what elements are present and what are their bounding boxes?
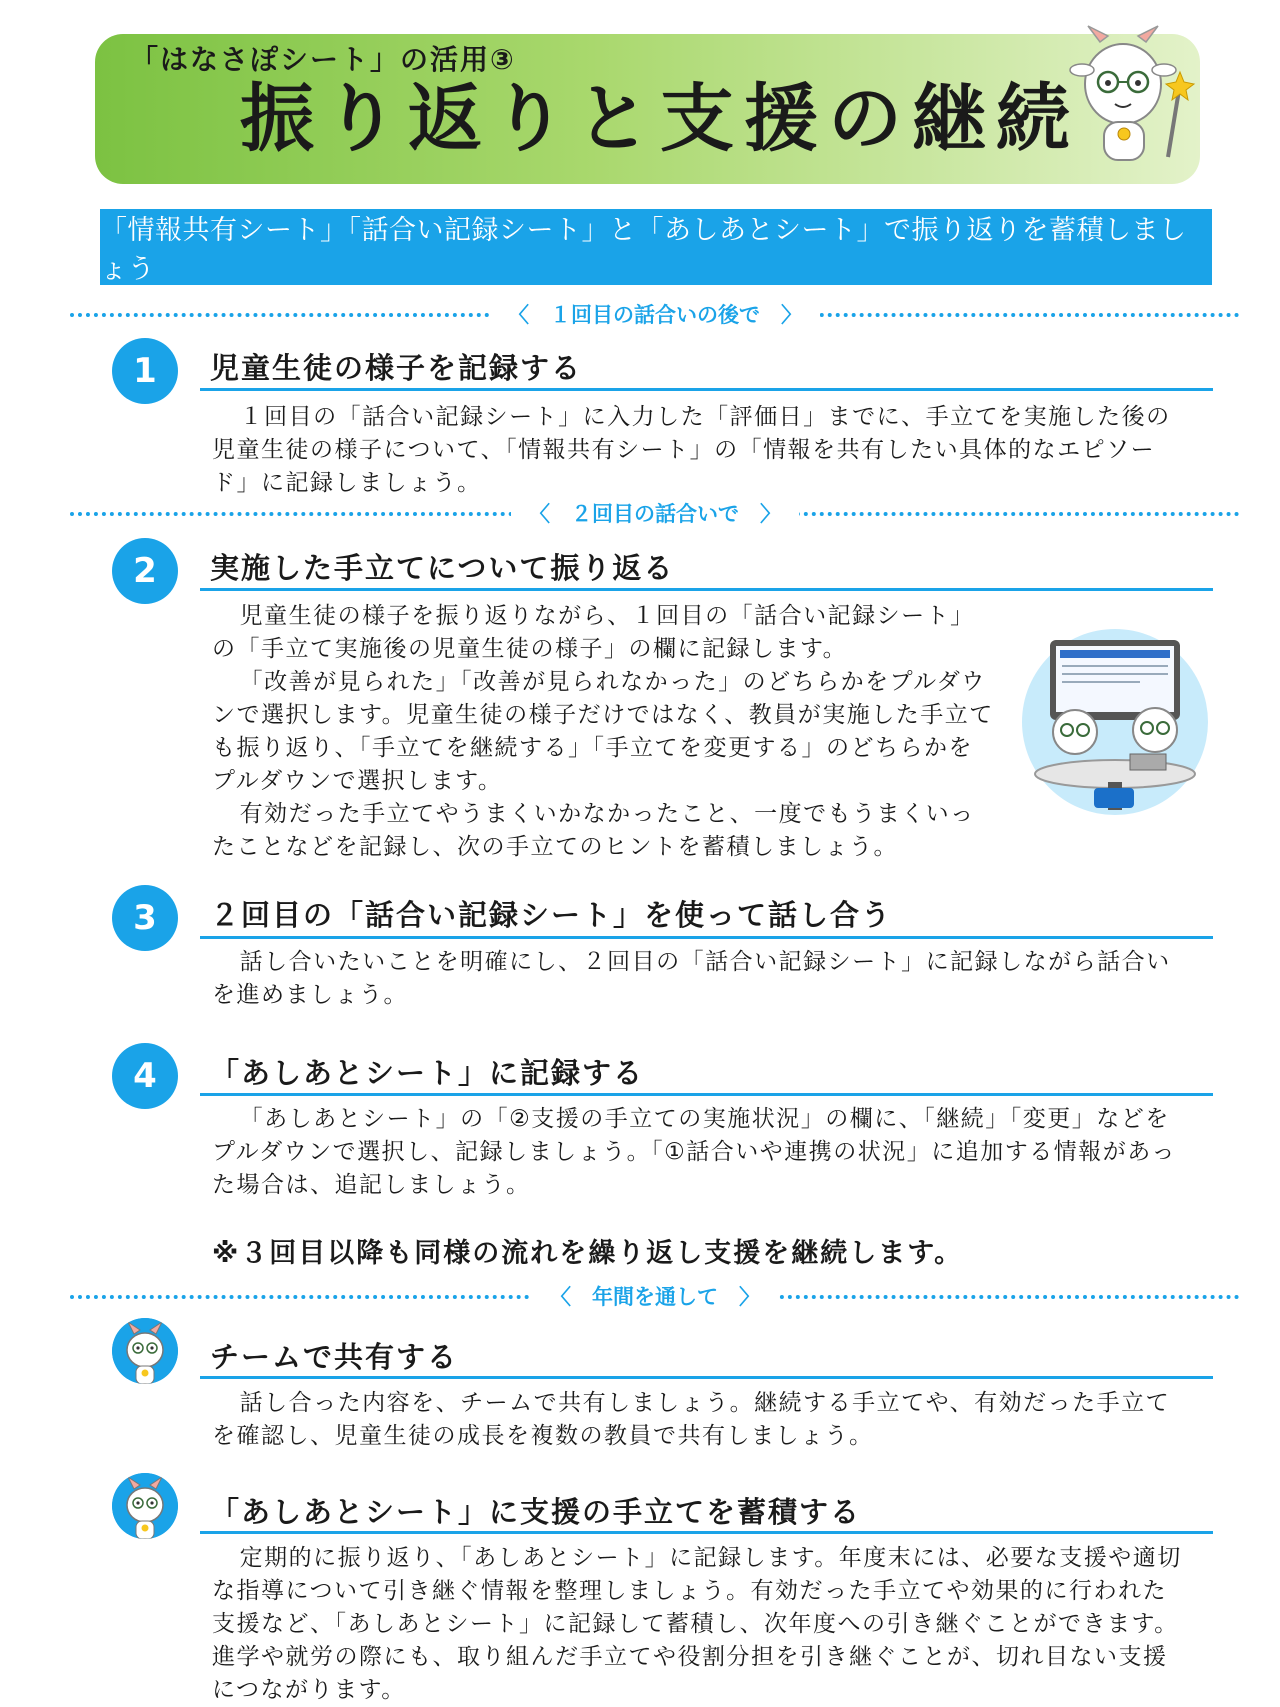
- step-body: [212, 401, 1187, 500]
- step-title: 児童生徒の様子を記録する: [210, 351, 583, 385]
- step-paragraph: １回目の「話合い記録シート」に入力した「評価日」までに、手立てを実施した後の児童生徒の様子について、「情報共有シート」の「情報を共有したい具体的なエピソード」に記録しましょう。: [212, 404, 1171, 496]
- divider-label: 〈 ２回目の話合いで 〉: [511, 502, 799, 526]
- goat-avatar-icon: [112, 1318, 178, 1384]
- banner-subtitle: 「はなさぽシート」の活用③: [130, 43, 516, 76]
- heading-rule: [200, 588, 1213, 591]
- divider-label: 〈 １回目の話合いの後で 〉: [490, 303, 820, 327]
- step-paragraph: 有効だった手立てやうまくいかなかったこと、一度でもうまくいったことなどを記録し、次の手立てのヒントを蓄積しましょう。: [212, 801, 975, 860]
- step-paragraph: 話し合いたいことを明確にし、２回目の「話合い記録シート」に記録しながら話合いを進めましょう。: [212, 949, 1171, 1008]
- section-divider-first-meeting: [70, 303, 1240, 327]
- step-number-badge: 3: [112, 885, 178, 951]
- heading-rule: [200, 388, 1213, 391]
- step-body: [212, 946, 1187, 1012]
- annual-body: [212, 1542, 1187, 1707]
- meeting-illustration-icon: [1020, 622, 1210, 822]
- divider-label: 〈 年間を通して 〉: [532, 1285, 778, 1309]
- heading-rule: [200, 1093, 1213, 1096]
- continuation-note: ※３回目以降も同様の流れを繰り返し支援を継続します。: [212, 1238, 964, 1269]
- step-paragraph: 「改善が見られた」「改善が見られなかった」のどちらかをプルダウンで選択します。児童生徒の様子だけではなく、教員が実施した手立ても振り返り、「手立てを継続する」「手立てを変更する」のどちらかをプルダウンで選択します。: [212, 669, 994, 794]
- step-number-badge: 4: [112, 1043, 178, 1109]
- annual-body: [212, 1387, 1187, 1453]
- annual-paragraph: 話し合った内容を、チームで共有しましょう。継続する手立てや、有効だった手立てを確認し、児童生徒の成長を複数の教員で共有しましょう。: [212, 1390, 1171, 1449]
- heading-rule: [200, 1531, 1213, 1534]
- section-divider-yearly: [70, 1285, 1240, 1309]
- step-body: [212, 600, 994, 864]
- step-body: [212, 1103, 1187, 1202]
- step-title: ２回目の「話合い記録シート」を使って話し合う: [210, 898, 893, 932]
- step-number-badge: 1: [112, 338, 178, 404]
- intro-bar: 「情報共有シート」「話合い記録シート」と「あしあとシート」で振り返りを蓄積しましょう: [100, 209, 1212, 285]
- annual-title: 「あしあとシート」に支援の手立てを蓄積する: [210, 1495, 862, 1529]
- annual-paragraph: 定期的に振り返り、「あしあとシート」に記録します。年度末には、必要な支援や適切な指導について引き継ぐ情報を整理しましょう。有効だった手立てや効果的に行われた支援など、「あしあとシート」に記録して蓄積し、次年度への引き継ぐことができます。進学や就労の際にも、取り組んだ手立てや役割分担を引き継ぐことが、切れ目ない支援につながります。: [212, 1545, 1182, 1703]
- heading-rule: [200, 1376, 1213, 1379]
- heading-rule: [200, 936, 1213, 939]
- page-title: 振り返りと支援の継続: [240, 76, 1080, 162]
- goat-avatar-icon: [112, 1473, 178, 1539]
- goat-mascot-icon: [1060, 22, 1200, 172]
- section-divider-second-meeting: [70, 502, 1240, 526]
- step-number-badge: 2: [112, 538, 178, 604]
- step-paragraph: 児童生徒の様子を振り返りながら、１回目の「話合い記録シート」の「手立て実施後の児童生徒の様子」の欄に記録します。: [212, 603, 975, 662]
- step-title: 実施した手立てについて振り返る: [210, 551, 675, 585]
- step-paragraph: 「あしあとシート」の「②支援の手立ての実施状況」の欄に、「継続」「変更」などをプルダウンで選択し、記録しましょう。「①話合いや連携の状況」に追加する情報があった場合は、追記しましょう。: [212, 1106, 1177, 1198]
- annual-title: チームで共有する: [210, 1340, 459, 1374]
- step-title: 「あしあとシート」に記録する: [210, 1056, 645, 1090]
